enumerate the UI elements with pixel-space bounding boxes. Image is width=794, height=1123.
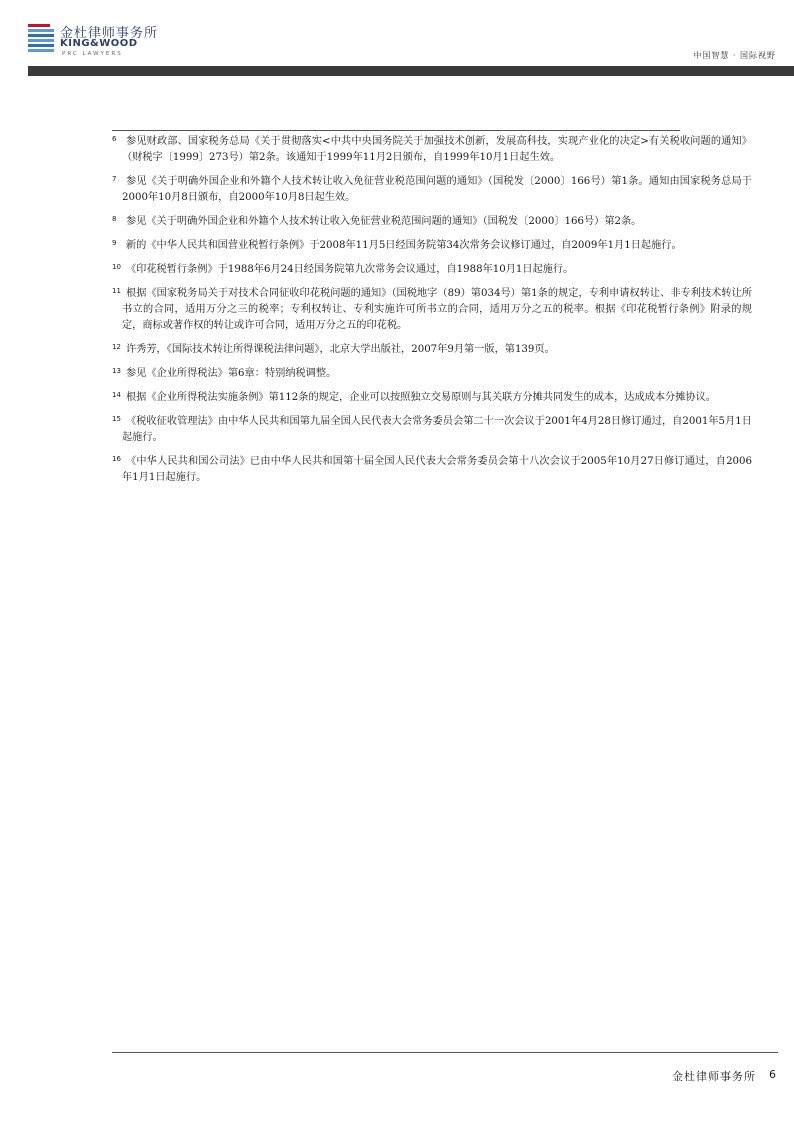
footnote-text: 《中华人民共和国公司法》已由中华人民共和国第十届全国人民代表大会常务委员会第十八次会议于2005年10月27日修订通过，自2006年1月1日起施行。 (122, 456, 752, 483)
footer-firm-name: 金杜律师事务所 (672, 1070, 756, 1083)
footnote (112, 238, 752, 254)
footnote (112, 366, 752, 382)
footnote (112, 134, 752, 166)
footnote-text: 根据《企业所得税法实施条例》第112条的规定，企业可以按照独立交易原则与其关联方分摊共同发生的成本，达成成本分摊协议。 (126, 392, 716, 403)
footnote-number: 11 (112, 287, 121, 295)
footnote-text: 参见《关于明确外国企业和外籍个人技术转让收入免征营业税范围问题的通知》（国税发〔2000〕166号）第2条。 (126, 216, 642, 227)
header-bar (28, 66, 794, 76)
footnotes (112, 134, 752, 494)
footnote-number: 9 (112, 239, 117, 247)
footnote-number: 13 (112, 367, 121, 375)
footnote-number: 16 (112, 455, 121, 463)
footnote-text: 参见财政部、国家税务总局《关于贯彻落实<中共中央国务院关于加强技术创新，发展高科技，实现产业化的决定>有关税收问题的通知》（财税字〔1999〕273号）第2条。该通知于1999年11月2日颁布，自1999年10月1日起生效。 (122, 136, 752, 163)
footnote-number: 6 (112, 135, 117, 143)
footnote (112, 390, 752, 406)
firm-logo (28, 20, 168, 60)
footnote (112, 262, 752, 278)
footnote (112, 286, 752, 334)
logo-english-name: KING&WOOD (60, 38, 138, 49)
logo-mark-icon (28, 24, 54, 56)
footnote (112, 414, 752, 446)
footnote (112, 342, 752, 358)
footnote-text: 许秀芳，《国际技术转让所得课税法律问题》，北京大学出版社，2007年9月第一版，第139页。 (126, 344, 555, 355)
footnote-text: 参见《企业所得税法》第6章：特别纳税调整。 (126, 368, 337, 379)
footnote (112, 214, 752, 230)
footnote-separator (112, 130, 680, 131)
footnote-number: 12 (112, 343, 121, 351)
footnote-text: 参见《关于明确外国企业和外籍个人技术转让收入免征营业税范围问题的通知》（国税发〔2000〕166号）第1条。通知由国家税务总局于2000年10月8日颁布，自2000年10月8日起生效。 (122, 176, 752, 203)
footnote (112, 174, 752, 206)
footnote (112, 454, 752, 486)
footnote-number: 10 (112, 263, 121, 271)
footnote-number: 14 (112, 391, 121, 399)
footnote-text: 《印花税暂行条例》于1988年6月24日经国务院第九次常务会议通过，自1988年10月1日起施行。 (126, 264, 574, 275)
footnote-text: 新的《中华人民共和国营业税暂行条例》于2008年11月5日经国务院第34次常务会议修订通过，自2009年1月1日起施行。 (126, 240, 682, 251)
header-tagline: 中国智慧 · 国际视野 (693, 51, 776, 60)
footer-separator (112, 1052, 778, 1053)
footnote-number: 15 (112, 415, 121, 423)
footnote-number: 8 (112, 215, 117, 223)
footnote-text: 根据《国家税务局关于对技术合同征收印花税问题的通知》（国税地字（89）第034号）第1条的规定，专利申请权转让、非专利技术转让所书立的合同，适用万分之三的税率；专利权转让、专利实施许可所书立的合同，适用万分之五的税率。根据《印花税暂行条例》附录的规定，商标或著作权的转让或许可合同，适用万分之五的印花税。 (122, 288, 752, 331)
footnote-text: 《税收征收管理法》由中华人民共和国第九届全国人民代表大会常务委员会第二十一次会议于2001年4月28日修订通过，自2001年5月1日起施行。 (122, 416, 752, 443)
footnote-number: 7 (112, 175, 117, 183)
logo-chinese-name: 金杜律师事务所 (60, 26, 159, 41)
logo-subtitle: PRC LAWYERS (62, 51, 123, 57)
page-number: 6 (769, 1068, 776, 1081)
